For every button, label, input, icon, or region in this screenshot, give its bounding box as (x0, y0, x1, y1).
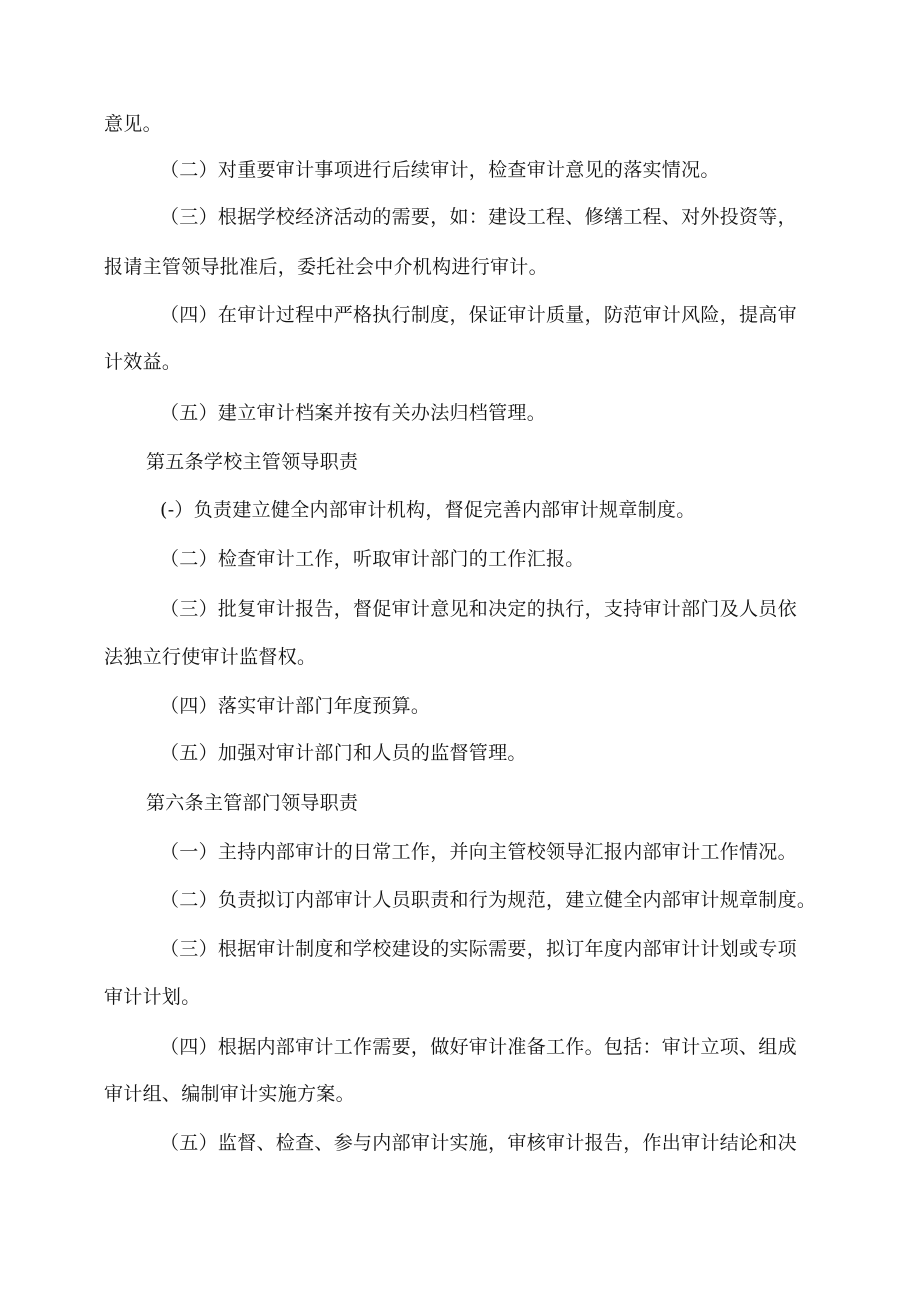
text-line-a6-item-4-cont: 审计组、编制审计实施方案。 (104, 1083, 355, 1105)
text-line-item-2: （二）对重要审计事项进行后续审计，检查审计意见的落实情况。 (160, 159, 720, 181)
text-line-continuation: 意见。 (104, 113, 162, 135)
text-line-a5-item-3-cont: 法独立行使审计监督权。 (104, 646, 317, 668)
text-line-a5-item-5: （五）加强对审计部门和人员的监督管理。 (160, 742, 527, 764)
text-line-a6-item-1: （一）主持内部审计的日常工作，并向主管校领导汇报内部审计工作情况。 (160, 841, 797, 863)
text-line-a5-item-1: (-）负责建立健全内部审计机构，督促完善内部审计规章制度。 (160, 499, 696, 521)
text-line-a5-item-2: （二）检查审计工作，听取审计部门的工作汇报。 (160, 548, 585, 570)
text-line-a6-item-3: （三）根据审计制度和学校建设的实际需要，拟订年度内部审计计划或专项 (160, 938, 797, 960)
text-line-a6-item-2: （二）负责拟订内部审计人员职责和行为规范，建立健全内部审计规章制度。 (160, 889, 817, 911)
section-heading-article-5: 第五条学校主管领导职责 (146, 451, 359, 473)
text-line-a6-item-4: （四）根据内部审计工作需要，做好审计准备工作。包括：审计立项、组成 (160, 1036, 797, 1058)
text-line-a5-item-4: （四）落实审计部门年度预算。 (160, 695, 431, 717)
text-line-item-4-cont: 计效益。 (104, 351, 182, 373)
text-line-item-4: （四）在审计过程中严格执行制度，保证审计质量，防范审计风险，提高审 (160, 304, 797, 326)
text-line-item-3-cont: 报请主管领导批准后，委托社会中介机构进行审计。 (104, 256, 548, 278)
text-line-a6-item-3-cont: 审计计划。 (104, 986, 201, 1008)
text-line-item-3: （三）根据学校经济活动的需要，如：建设工程、修缮工程、对外投资等， (160, 206, 797, 228)
section-heading-article-6: 第六条主管部门领导职责 (146, 792, 359, 814)
text-line-a5-item-3: （三）批复审计报告，督促审计意见和决定的执行，支持审计部门及人员依 (160, 598, 797, 620)
text-line-item-5: （五）建立审计档案并按有关办法归档管理。 (160, 402, 547, 424)
text-line-a6-item-5: （五）监督、检查、参与内部审计实施，审核审计报告，作出审计结论和决 (160, 1132, 797, 1154)
